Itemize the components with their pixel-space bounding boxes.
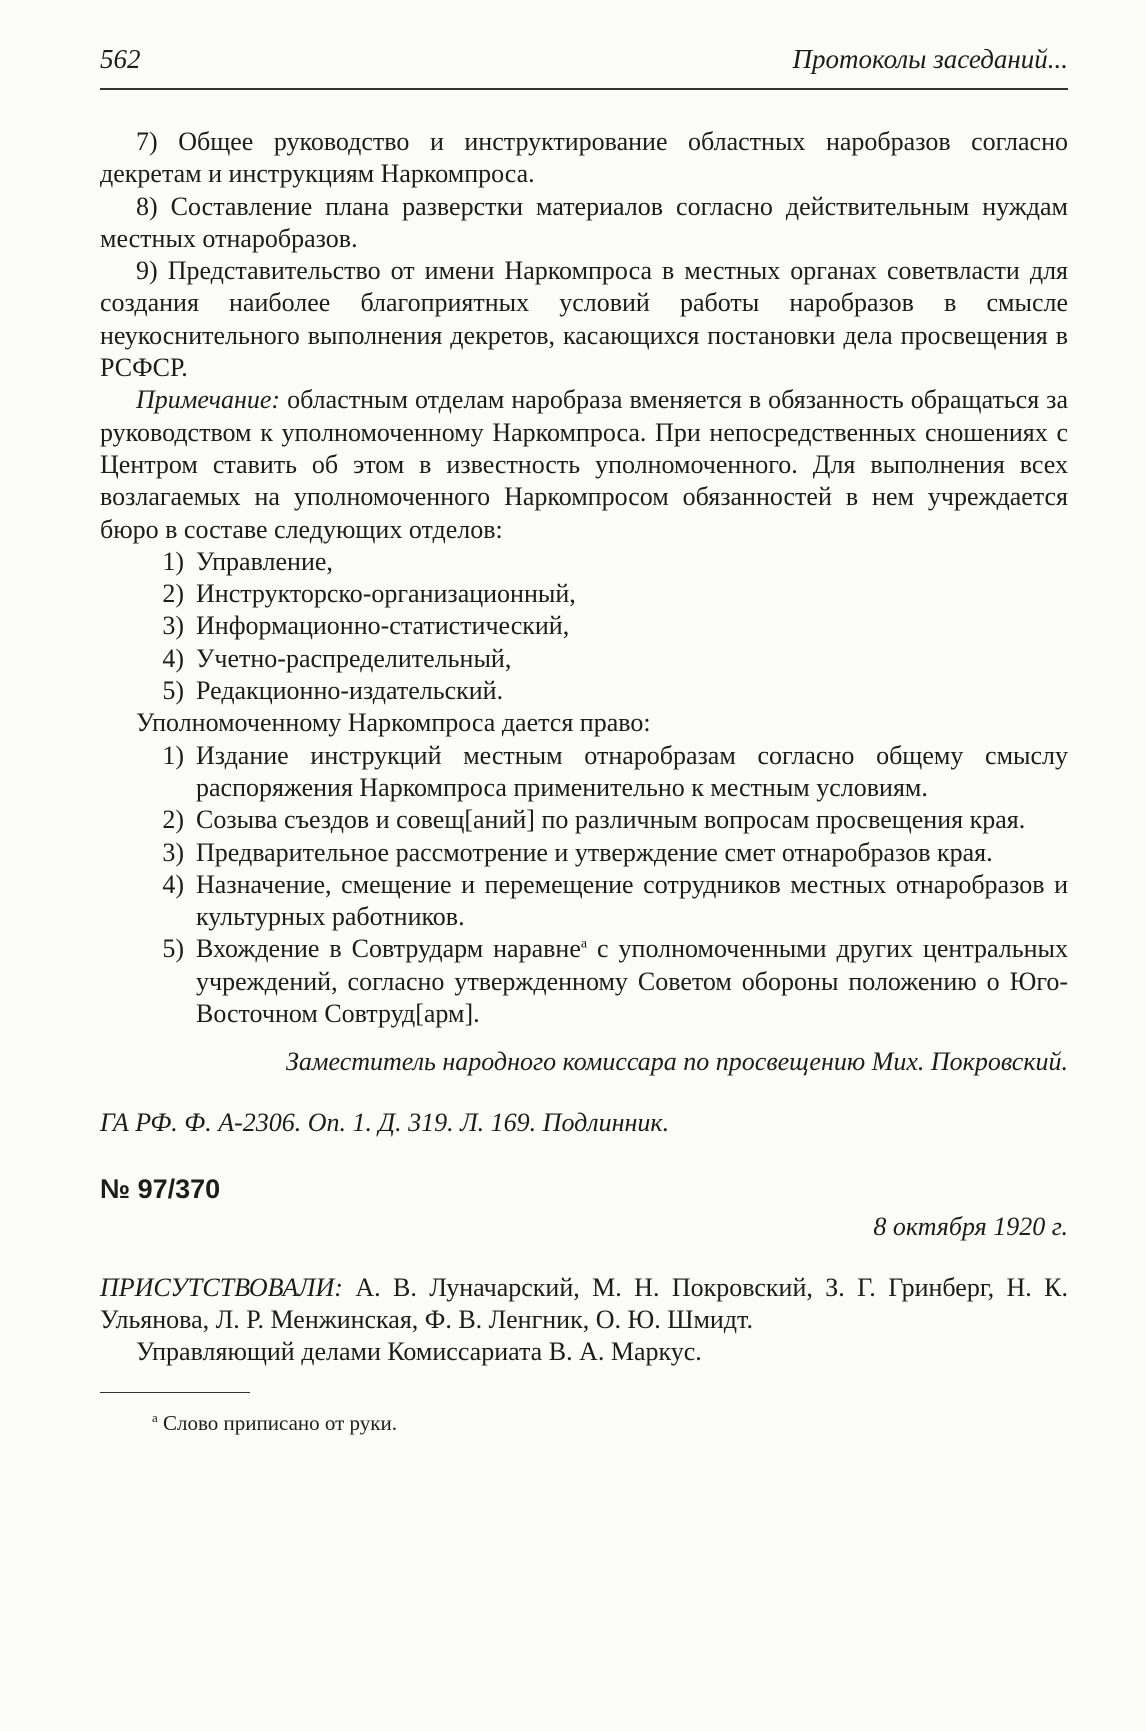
- footnote: [152, 1410, 397, 1436]
- running-header: [100, 44, 1068, 75]
- right-item: 3) Предварительное рассмотрение и утверждение смет отнаробразов края.: [162, 837, 993, 867]
- signature: Заместитель народного комиссара по просвещению Мих. Покровский.: [286, 1047, 1068, 1077]
- running-title: Протоколы заседаний...: [792, 44, 1068, 74]
- page-number: 562: [100, 44, 141, 74]
- department-item: 3) Информационно-статистический,: [162, 611, 570, 641]
- document-date: 8 октября 1920 г.: [873, 1212, 1068, 1242]
- note-label: Примечание:: [136, 385, 281, 415]
- document-number: № 97/370: [100, 1173, 221, 1204]
- footnote-mark: а: [152, 1410, 158, 1425]
- footnote-rule: [100, 1392, 250, 1393]
- department-item: 1) Управление,: [162, 546, 333, 576]
- attendees-label: ПРИСУТСТВОВАЛИ:: [100, 1272, 343, 1302]
- footnote-mark: а: [580, 936, 588, 952]
- note-paragraph: [100, 384, 1068, 545]
- right-item: 2) Созыва съездов и совещ[аний] по различным вопросам просвещения края.: [162, 805, 1026, 835]
- note-text: областным отделам наробраза вменяется в обязанность обращаться за руководством к уполномоченному Наркомпроса. При непосредственных сношениях с Центром ставить об этом в известность уполномоченного. Для выполнения всех возлагаемых на уполномоченного Наркомпросом обязанностей в нем учреждается бюро в составе следующих отделов:: [100, 385, 1068, 544]
- department-item: 4) Учетно-распределительный,: [162, 643, 512, 673]
- archive-reference: ГА РФ. Ф. А-2306. Оп. 1. Д. 319. Л. 169. Подлинник.: [100, 1107, 670, 1137]
- department-item: 5) Редакционно-издательский.: [162, 676, 504, 706]
- paragraph-item-7: 7) Общее руководство и инструктирование областных наробразов согласно декретам и инструкциям Наркомпроса.: [100, 127, 1068, 189]
- right-item: 1) Издание инструкций местным отнаробразам согласно общему смыслу распоряжения Наркомпроса применительно к местным условиям.: [162, 740, 1068, 802]
- attendees-paragraph: [100, 1272, 1068, 1337]
- right-item: 5) Вхождение в Совтрударм наравне$^а$ с уполномоченными других центральных учреждений, согласно утвержденному Советом обороны положению о Юго-Восточном Совтруд[арм].: [162, 934, 1068, 1029]
- right-item: 4) Назначение, смещение и перемещение сотрудников местных отнаробразов и культурных работников.: [162, 869, 1068, 932]
- footnote-text: Слово приписано от руки.: [157, 1411, 397, 1435]
- paragraph-item-9: 9) Представительство от имени Наркомпроса в местных органах советвласти для создания наиболее благоприятных условий работы наробразов в смысле неукоснительного выполнения декретов, касающихся постановки дела просвещения в РСФСР.: [100, 256, 1068, 383]
- paragraph-item-8: 8) Составление плана разверстки материалов согласно действительным нуждам местных отнаробразов.: [100, 191, 1068, 253]
- rights-intro: Уполномоченному Наркомпроса дается право:: [136, 708, 651, 738]
- header-rule: [100, 88, 1068, 90]
- department-item: 2) Инструкторско-организационный,: [162, 579, 576, 609]
- attendees-names: А. В. Луначарский, М. Н. Покровский, З. Г. Гринберг, Н. К. Ульянова, Л. Р. Менжинская, Ф. В. Ленгник, О. Ю. Шмидт.: [100, 1272, 1068, 1334]
- manager-line: Управляющий делами Комиссариата В. А. Маркус.: [136, 1337, 702, 1367]
- document-body: [100, 126, 1068, 1368]
